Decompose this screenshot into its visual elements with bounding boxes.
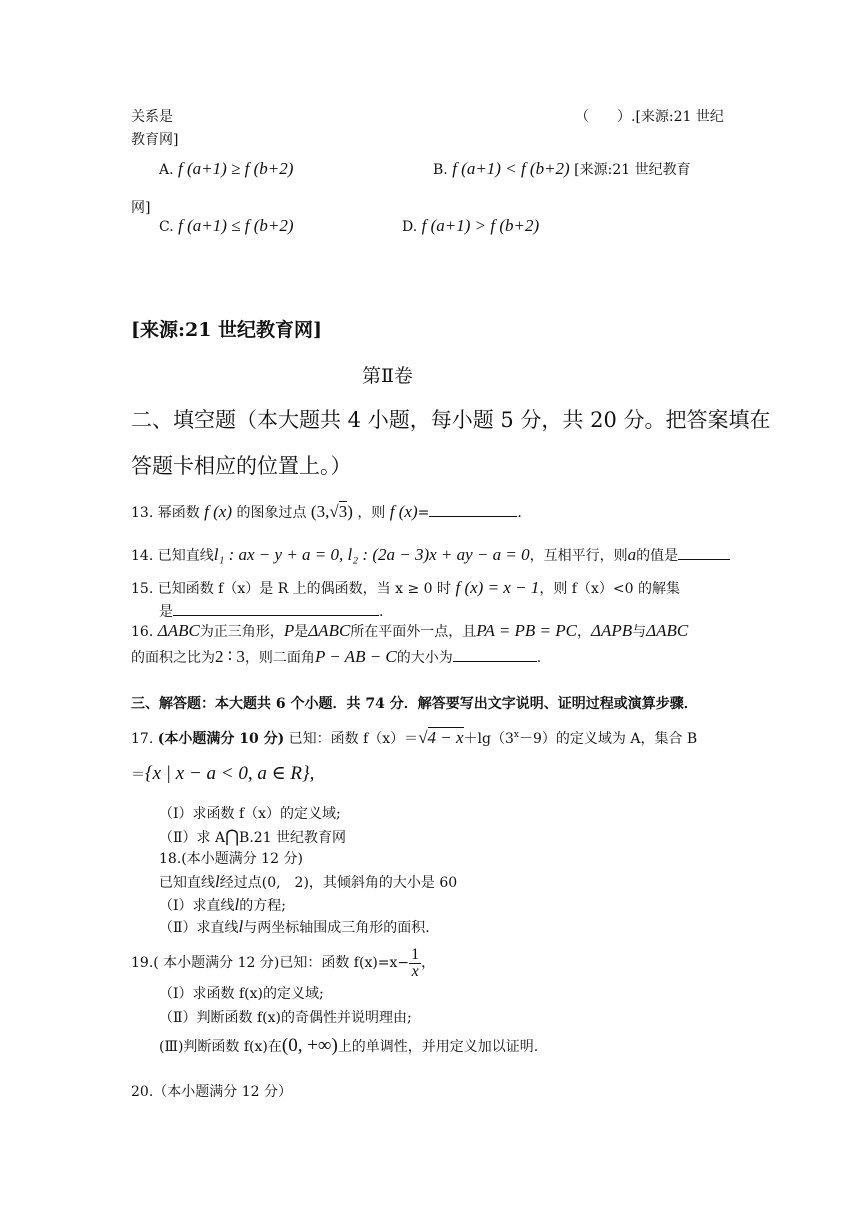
q13-text-b: 的图象过点 (236, 505, 307, 521)
q15-text-b: ，则 f（x）<0 的解集 (539, 581, 680, 597)
q17-text-a: 已知：函数 f（x）＝ (288, 731, 419, 747)
q16-math-d: PA = PB = PC (476, 621, 578, 640)
q16-math-g: P − AB − C (314, 647, 397, 666)
q17-part2-a: （Ⅱ）求 A (159, 830, 226, 846)
q12-option-a (159, 160, 293, 179)
q15-answer-blank[interactable] (173, 601, 379, 616)
q18-line1-b: 经过点(0, 2)，其倾斜角的大小是 60 (219, 875, 458, 891)
q17-text-b: ＋lg（3 (463, 731, 514, 747)
section-2-heading-line1: 二、填空题（本大题共 4 小题，每小题 5 分，共 20 分。把答案填在 (131, 408, 771, 432)
q17-set: {x | x − a < 0, a ∈ R}, (145, 763, 315, 784)
section-2-heading-line2: 答题卡相应的位置上。） (131, 454, 352, 478)
q18-part2 (159, 918, 430, 937)
option-a-math: f (a+1) ≥ f (b+2) (178, 159, 294, 178)
q20-header: 20.（本小题满分 12 分） (131, 1084, 292, 1100)
q19-part1: （Ⅰ）求函数 f(x)的定义域; (159, 986, 324, 1002)
q16-math-a: ΔABC (157, 621, 200, 640)
question-16-line2 (131, 647, 541, 667)
q19-part3 (159, 1037, 538, 1056)
q16-math-e: ΔAPB (591, 621, 633, 640)
q12-option-c (159, 217, 294, 236)
option-c-label: C. (159, 219, 174, 235)
q12-line2: 教育网] (131, 132, 179, 148)
q18-part2-b: 与两坐标轴围成三角形的面积. (243, 920, 430, 936)
q13-point: (3,√3) (310, 502, 353, 521)
q13-end: . (517, 505, 522, 521)
q18-part1-a: （Ⅰ）求直线 (159, 898, 235, 914)
q19-interval: (0, +∞) (281, 1035, 338, 1056)
source-heading: [来源:21 世纪教育网] (131, 319, 323, 341)
q19-header-b: ， (421, 955, 436, 971)
q18-l-1: l (234, 895, 240, 914)
q16-text-b: 是 (294, 624, 309, 640)
q18-line1 (159, 873, 457, 892)
q18-part1-b: 的方程; (239, 898, 286, 914)
q13-number: 13. (131, 505, 154, 521)
q12-option-b (433, 160, 691, 179)
q15-math: f (x) = x − 1 (455, 578, 540, 597)
option-b-label: B. (433, 162, 448, 178)
q16-text-e: 与 (632, 624, 647, 640)
q14-math-b: a (627, 545, 637, 564)
q18-line1-a: 已知直线 (159, 875, 215, 891)
q15-number: 15. (131, 581, 154, 597)
q16-answer-blank[interactable] (453, 647, 537, 662)
q13-math-a: f (x) (204, 502, 233, 521)
q16-ratio: 2 ∶ 3 (215, 647, 245, 666)
option-b-source: [来源:21 世纪教育 (574, 162, 691, 178)
q12-line1-right: （ ）.[来源:21 世纪 (575, 109, 724, 125)
q12-line1-left: 关系是 (131, 109, 173, 125)
q19-part2: （Ⅱ）判断函数 f(x)的奇偶性并说明理由; (159, 1010, 412, 1026)
q18-header: 18.(本小题满分 12 分) (159, 851, 303, 867)
q16-math-c: ΔABC (308, 621, 351, 640)
q19-fraction (409, 947, 421, 980)
option-b-math: f (a+1) < f (b+2) (452, 159, 570, 178)
q13-answer-blank[interactable] (429, 502, 517, 517)
q14-text-a: 已知直线 (157, 548, 214, 564)
q12-option-d (402, 217, 539, 236)
q16-line2-c: 的大小为 (396, 650, 453, 666)
option-a-label: A. (159, 162, 174, 178)
q16-text-c: 所在平面外一点，且 (350, 624, 477, 640)
q17-line2-pre: ＝ (131, 767, 145, 783)
q13-text-d: = (417, 505, 430, 521)
q19-part3-a: (Ⅲ)判断函数 f(x)在 (159, 1039, 282, 1055)
q18-part1 (159, 896, 286, 915)
section-3-heading: 三、解答题：本大题共 6 个小题．共 74 分．解答要写出文字说明、证明过程或演算步骤． (131, 696, 698, 712)
question-15-line2 (159, 601, 383, 621)
q14-text-b: ，互相平行，则 (529, 548, 628, 564)
q15-end: . (379, 604, 384, 620)
q16-line2-a: 的面积之比为 (131, 650, 215, 666)
question-14 (131, 545, 730, 565)
q15-text-c: 是 (159, 604, 173, 620)
q15-text-a: 已知函数 f（x）是 R 上的偶函数，当 x ≥ 0 时 (157, 581, 452, 597)
q17-part1: （Ⅰ）求函数 f（x）的定义域; (159, 806, 341, 822)
q14-number: 14. (131, 548, 154, 564)
q13-point-post: ) (347, 502, 353, 521)
q17-radical: √4 − x (418, 728, 464, 747)
q19-header (131, 946, 435, 980)
q16-math-b: P (283, 621, 295, 640)
option-d-label: D. (402, 219, 418, 235)
q16-text-a: 为正三角形， (199, 624, 284, 640)
volume-title: 第Ⅱ卷 (362, 365, 413, 387)
question-17-line2 (131, 765, 314, 784)
q17-marks: (本小题满分 10 分) (157, 731, 285, 747)
q16-math-f: ΔABC (646, 621, 689, 640)
question-17 (131, 726, 697, 748)
q14-answer-blank[interactable] (678, 545, 730, 560)
option-d-math: f (a+1) > f (b+2) (421, 216, 540, 235)
q16-text-d: ， (577, 624, 592, 640)
q18-l: l (215, 872, 220, 891)
q14-math: l₁ : ax − y + a = 0, l₂ : (2a − 3)x + ay − a = 0 (213, 545, 530, 564)
q17-part2 (159, 828, 346, 847)
q19-part3-b: 上的单调性，并用定义加以证明. (337, 1039, 539, 1055)
intersection-icon: ⋂ (225, 827, 240, 846)
q13-text-c: ，则 (357, 505, 386, 521)
question-15 (131, 579, 680, 598)
q17-number: 17. (131, 731, 154, 747)
q17-sup: x (513, 730, 519, 740)
q17-part2-b: B.21 世纪教育网 (239, 830, 347, 846)
q16-line2-b: ，则二面角 (244, 650, 315, 666)
q17-radicand: 4 − x (427, 728, 464, 747)
q16-number: 16. (131, 624, 154, 640)
q18-part2-a: （Ⅱ）求直线 (159, 920, 239, 936)
q16-end: . (536, 650, 542, 666)
q13-point-radicand: 3 (338, 502, 348, 521)
q17-text-c: －9）的定义域为 A，集合 B (519, 731, 698, 747)
question-16 (131, 622, 688, 641)
q19-frac-num: 1 (411, 945, 420, 963)
q13-text-a: 幂函数 (157, 505, 200, 521)
q13-point-pre: (3, (310, 502, 330, 521)
question-13 (131, 502, 522, 522)
q18-l-2: l (238, 917, 244, 936)
q19-frac-den: x (411, 962, 419, 980)
q14-text-c: 的值是 (636, 548, 679, 564)
q13-math-c: f (x) (389, 502, 418, 521)
option-c-math: f (a+1) ≤ f (b+2) (178, 216, 294, 235)
q12-line-wang: 网] (131, 200, 151, 216)
q19-header-a: 19.( 本小题满分 12 分)已知：函数 f(x)=x− (131, 955, 410, 971)
